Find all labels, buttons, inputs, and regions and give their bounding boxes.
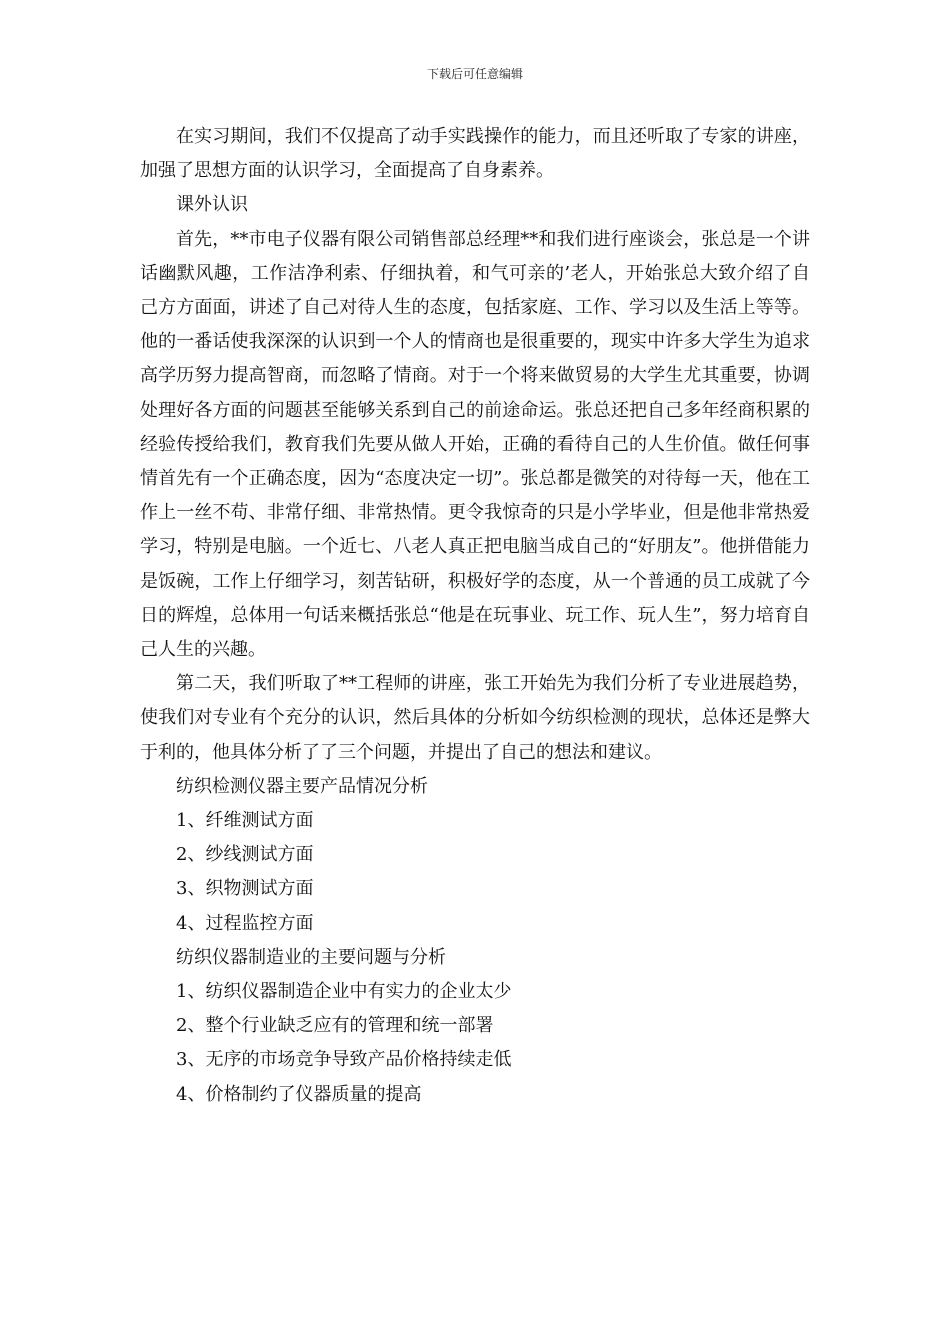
list-item: 3、无序的市场竞争导致产品价格持续走低 <box>176 1049 512 1071</box>
paragraph-engineer-lecture: 第二天，我们听取了**工程师的讲座，张工开始先为我们分析了专业进展趋势，使我们对专业有个充分的认识，然后具体的分析如今纺织检测的现状，总体还是弊大于利的，他具体分析了了三个问题，并提出了自己的想法和建议。 <box>140 673 810 763</box>
list-item: 4、价格制约了仪器质量的提高 <box>176 1083 422 1105</box>
section-heading-extracurricular: 课外认识 <box>176 194 248 216</box>
list-item: 2、纱线测试方面 <box>176 844 314 866</box>
document-body <box>140 120 810 1112</box>
list-heading-product-analysis: 纺织检测仪器主要产品情况分析 <box>176 775 428 797</box>
list-item: 1、纺织仪器制造企业中有实力的企业太少 <box>176 981 512 1003</box>
list-item: 1、纤维测试方面 <box>176 810 314 832</box>
list-item: 4、过程监控方面 <box>176 912 314 934</box>
paragraph-internship-summary: 在实习期间，我们不仅提高了动手实践操作的能力，而且还听取了专家的讲座，加强了思想方面的认识学习，全面提高了自身素养。 <box>140 126 810 182</box>
list-item: 2、整个行业缺乏应有的管理和统一部署 <box>176 1015 494 1037</box>
paragraph-manager-talk: 首先，**市电子仪器有限公司销售部总经理**和我们进行座谈会，张总是一个讲话幽默风趣，工作洁净利索、仔细执着，和气可亲的’老人，开始张总大致介绍了自己方方面面，讲述了自己对待人生的态度，包括家庭、工作、学习以及生活上等等。他的一番话使我深深的认识到一个人的情商也是很重要的，现实中许多大学生为追求高学历努力提高智商，而忽略了情商。对于一个将来做贸易的大学生尤其重要，协调处理好各方面的问题甚至能够关系到自己的前途命运。张总还把自己多年经商积累的经验传授给我们，教育我们先要从做人开始，正确的看待自己的人生价值。做任何事情首先有一个正确态度，因为“态度决定一切”。张总都是微笑的对待每一天，他在工作上一丝不苟、非常仔细、非常热情。更令我惊奇的只是小学毕业，但是他非常热爱学习，特别是电脑。一个近七、八老人真正把电脑当成自己的“好朋友”。他拼借能力是饭碗，工作上仔细学习，刻苦钻研，积极好学的态度，从一个普通的员工成就了今日的辉煌，总体用一句话来概括张总“他是在玩事业、玩工作、玩人生”，努力培育自己人生的兴趣。 <box>140 228 810 661</box>
list-heading-industry-problems: 纺织仪器制造业的主要问题与分析 <box>176 946 446 968</box>
page-header: 下载后可任意编辑 <box>426 67 523 81</box>
list-item: 3、织物测试方面 <box>176 878 314 900</box>
